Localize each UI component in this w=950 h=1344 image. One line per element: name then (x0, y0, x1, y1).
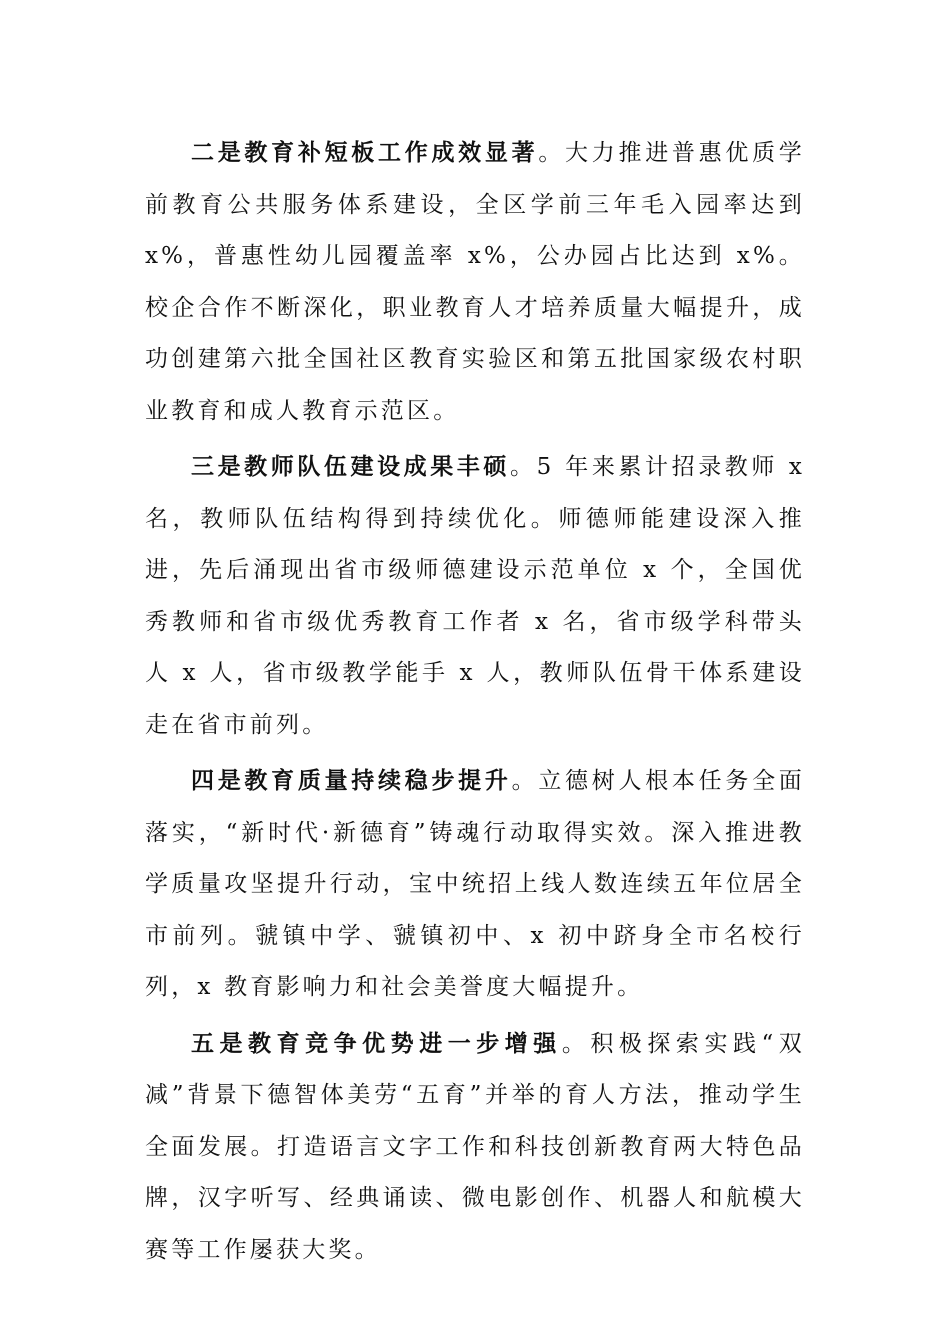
document-body (145, 128, 805, 1276)
paragraph-heading: 二是教育补短板工作成效显著 (191, 140, 539, 166)
paragraph-text: 。5 年来累计招录教师 x 名，教师队伍结构得到持续优化。师德师能建设深入推进，先后涌现出省市级师德建设示范单位 x 个，全国优秀教师和省市级优秀教育工作者 x 名，省市级学科带头人 x 人，省市级教学能手 x 人，教师队伍骨干体系建设走在省市前列。 (145, 454, 806, 738)
paragraph-text: 。立德树人根本任务全面落实，“新时代·新德育”铸魂行动取得实效。深入推进教学质量攻坚提升行动，宝中统招上线人数连续五年位居全市前列。虢镇中学、虢镇初中、x 初中跻身全市名校行列，x 教育影响力和社会美誉度大幅提升。 (145, 768, 806, 1000)
paragraph-education-shortcomings (145, 128, 805, 437)
paragraph-teacher-team (145, 442, 805, 751)
paragraph-text: 。大力推进普惠优质学前教育公共服务体系建设，全区学前三年毛入园率达到 x%，普惠性幼儿园覆盖率 x%，公办园占比达到 x%。校企合作不断深化，职业教育人才培养质量大幅提升，成功创建第六批全国社区教育实验区和第五批国家级农村职业教育和成人教育示范区。 (145, 140, 806, 424)
paragraph-heading: 五是教育竞争优势进一步增强 (191, 1030, 562, 1057)
paragraph-heading: 三是教师队伍建设成果丰硕 (191, 454, 510, 480)
paragraph-text: 。积极探索实践“双减”背景下德智体美劳“五育”并举的育人方法，推动学生全面发展。打造语言文字工作和科技创新教育两大特色品牌，汉字听写、经典诵读、微电影创作、机器人和航模大赛等工作屡获大奖。 (145, 1030, 805, 1263)
paragraph-heading: 四是教育质量持续稳步提升 (191, 768, 512, 794)
paragraph-competitive-advantage (145, 1019, 805, 1277)
paragraph-education-quality (145, 756, 805, 1014)
